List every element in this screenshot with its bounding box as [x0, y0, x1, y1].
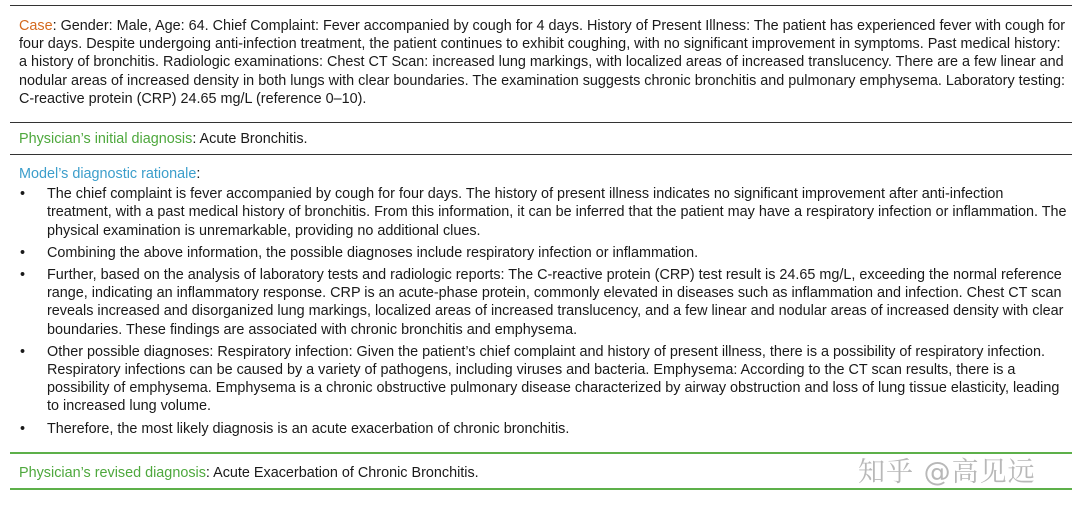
rationale-item: [19, 244, 1068, 262]
rationale-item: [19, 185, 1068, 240]
rationale-item-text: Other possible diagnoses: Respiratory infection: Given the patient’s chief complaint and history of present illness, there is a possibility of respiratory infection. Respiratory infections can be caused by a variety of pathogens, including viruses and bacteria. Emphysema: According to the CT scan results, there is a possibility of emphysema. Emphysema is a chronic obstructive pulmonary disease characterized by airway obstruction and loss of lung tissue elasticity, leading to increased lung volume.: [47, 343, 1060, 415]
bullet-icon: •: [20, 420, 26, 437]
rationale-label: Model’s diagnostic rationale: [19, 166, 197, 183]
bullet-icon: •: [20, 267, 26, 284]
bullet-icon: •: [20, 244, 26, 261]
bullet-icon: •: [20, 343, 26, 360]
rationale-item: [19, 420, 1068, 438]
revised-diagnosis-text: : Acute Exacerbation of Chronic Bronchitis.: [205, 464, 479, 481]
initial-diagnosis-text: : Acute Bronchitis.: [192, 131, 308, 148]
rationale-item-text: Further, based on the analysis of laboratory tests and radiologic reports: The C-reactive protein (CRP) test result is 24.65 mg/L, exceeding the normal reference range, indicating an inflammatory response. CRP is an acute-phase protein, commonly elevated in diseases such as inflammation and infection. Chest CT scan reveals increased and disorganized lung markings, localized areas of increased translucency, and a few linear and nodular areas of increased density with clear boundaries. These findings are associated with chronic bronchitis and emphysema.: [47, 267, 1064, 338]
bullet-icon: •: [20, 186, 26, 203]
rationale-list: [19, 185, 1068, 438]
rationale-item-text: The chief complaint is fever accompanied by cough for four days. The history of present illness indicates no significant improvement after anti-infection treatment, with a past medical history of bronchitis. From this information, it can be inferred that the patient may have a respiratory infection or inflammation. The physical examination is unremarkable, providing no additional clues.: [47, 186, 1067, 239]
case-label: Case: [19, 18, 53, 34]
rationale-heading: [19, 165, 1068, 183]
rationale-colon: :: [196, 166, 201, 183]
revised-diagnosis-label: Physician’s revised diagnosis: [19, 464, 206, 481]
initial-diagnosis-label: Physician’s initial diagnosis: [19, 131, 193, 148]
watermark: 知乎 @高见远: [858, 457, 1036, 488]
rationale-section: [10, 155, 1072, 452]
rationale-item: [19, 266, 1068, 339]
case-text: : Gender: Male, Age: 64. Chief Complaint: Fever accompanied by cough for 4 days. History of Present Illness: The patient has experienced fever with cough for four days. Despite undergoing anti-infection treatment, the patient continues to exhibit coughing, with no significant improvement in symptoms. Past medical history: a history of bronchitis. Radiologic examinations: Chest CT Scan: increased lung markings, with localized areas of increased translucency. There are a few linear and nodular areas of increased density in both lungs with clear boundaries. The examination suggests chronic bronchitis and pulmonary emphysema. Laboratory testing: C-reactive protein (CRP) 24.65 mg/L (reference 0–10).: [19, 18, 1066, 107]
rationale-item: [19, 343, 1068, 416]
rationale-item-text: Combining the above information, the possible diagnoses include respiratory infection or inflammation.: [47, 244, 699, 261]
case-section: [10, 6, 1072, 122]
rationale-item-text: Therefore, the most likely diagnosis is an acute exacerbation of chronic bronchitis.: [47, 420, 570, 437]
initial-diagnosis-section: [10, 123, 1072, 154]
case-table: [10, 5, 1072, 490]
